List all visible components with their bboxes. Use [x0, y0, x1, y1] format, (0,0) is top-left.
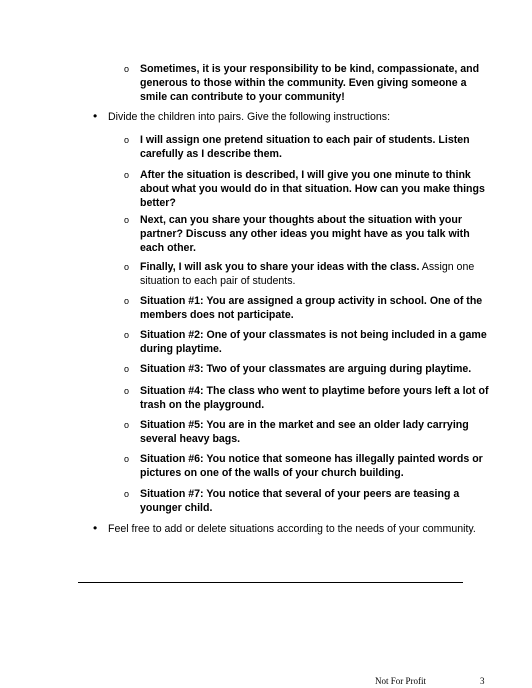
sub-bullet-marker: o: [124, 489, 130, 499]
item-text: Next, can you share your thoughts about the situation with your partner? Discuss any other ideas you might have as you talk with each other.: [140, 214, 470, 254]
list-item: [124, 168, 492, 210]
sub-bullet-marker: o: [124, 364, 130, 374]
list-item: [124, 294, 492, 322]
item-text-normal: Assign one situation to each pair of students.: [140, 261, 475, 287]
list-item: [93, 521, 500, 536]
sub-bullet-marker: o: [124, 386, 130, 396]
item-text: Situation #2: One of your classmates is not being included in a game during playtime.: [140, 329, 487, 355]
item-text: Situation #7: You notice that several of your peers are teasing a younger child.: [140, 488, 460, 514]
sub-bullet-marker: o: [124, 330, 130, 340]
page-number: 3: [480, 676, 485, 686]
item-text: Finally, I will ask you to share your ideas with the class.: [140, 261, 420, 273]
list-item: [124, 133, 492, 161]
sub-bullet-marker: o: [124, 420, 130, 430]
list-item: [124, 452, 492, 480]
list-item: [124, 384, 492, 412]
sub-bullet-marker: o: [124, 454, 130, 464]
bullet-marker: •: [93, 109, 98, 123]
sub-bullet-marker: o: [124, 296, 130, 306]
item-text: Situation #5: You are in the market and see an older lady carrying several heavy bags.: [140, 419, 469, 445]
list-item: [124, 418, 492, 446]
bullet-marker: •: [93, 521, 98, 535]
list-item: [124, 487, 492, 515]
item-text: Sometimes, it is your responsibility to be kind, compassionate, and generous to those within the community. Even giving someone a smile can contribute to your community!: [140, 63, 480, 103]
item-text: I will assign one pretend situation to each pair of students. Listen carefully as I describe them.: [140, 134, 470, 160]
item-text: Situation #4: The class who went to playtime before yours left a lot of trash on the playground.: [140, 385, 489, 411]
list-item: [124, 362, 492, 376]
sub-bullet-marker: o: [124, 64, 130, 74]
item-text: After the situation is described, I will give you one minute to think about what you would do in that situation. How can you make things better?: [140, 169, 485, 209]
list-item: [124, 213, 492, 255]
list-item: [93, 109, 500, 124]
list-item: [124, 62, 492, 104]
item-text: Divide the children into pairs. Give the following instructions:: [108, 111, 391, 123]
sub-bullet-marker: o: [124, 170, 130, 180]
item-text: Feel free to add or delete situations according to the needs of your community.: [108, 523, 476, 535]
footer-divider: [78, 582, 463, 583]
item-text: Situation #6: You notice that someone has illegally painted words or pictures on one of the walls of your church building.: [140, 453, 483, 479]
item-text: Situation #3: Two of your classmates are arguing during playtime.: [140, 363, 472, 375]
sub-bullet-marker: o: [124, 135, 130, 145]
sub-bullet-marker: o: [124, 215, 130, 225]
footer-label: Not For Profit: [375, 676, 427, 686]
list-item: [124, 260, 492, 288]
item-text: Situation #1: You are assigned a group activity in school. One of the members does not participate.: [140, 295, 483, 321]
sub-bullet-marker: o: [124, 262, 130, 272]
list-item: [124, 328, 492, 356]
